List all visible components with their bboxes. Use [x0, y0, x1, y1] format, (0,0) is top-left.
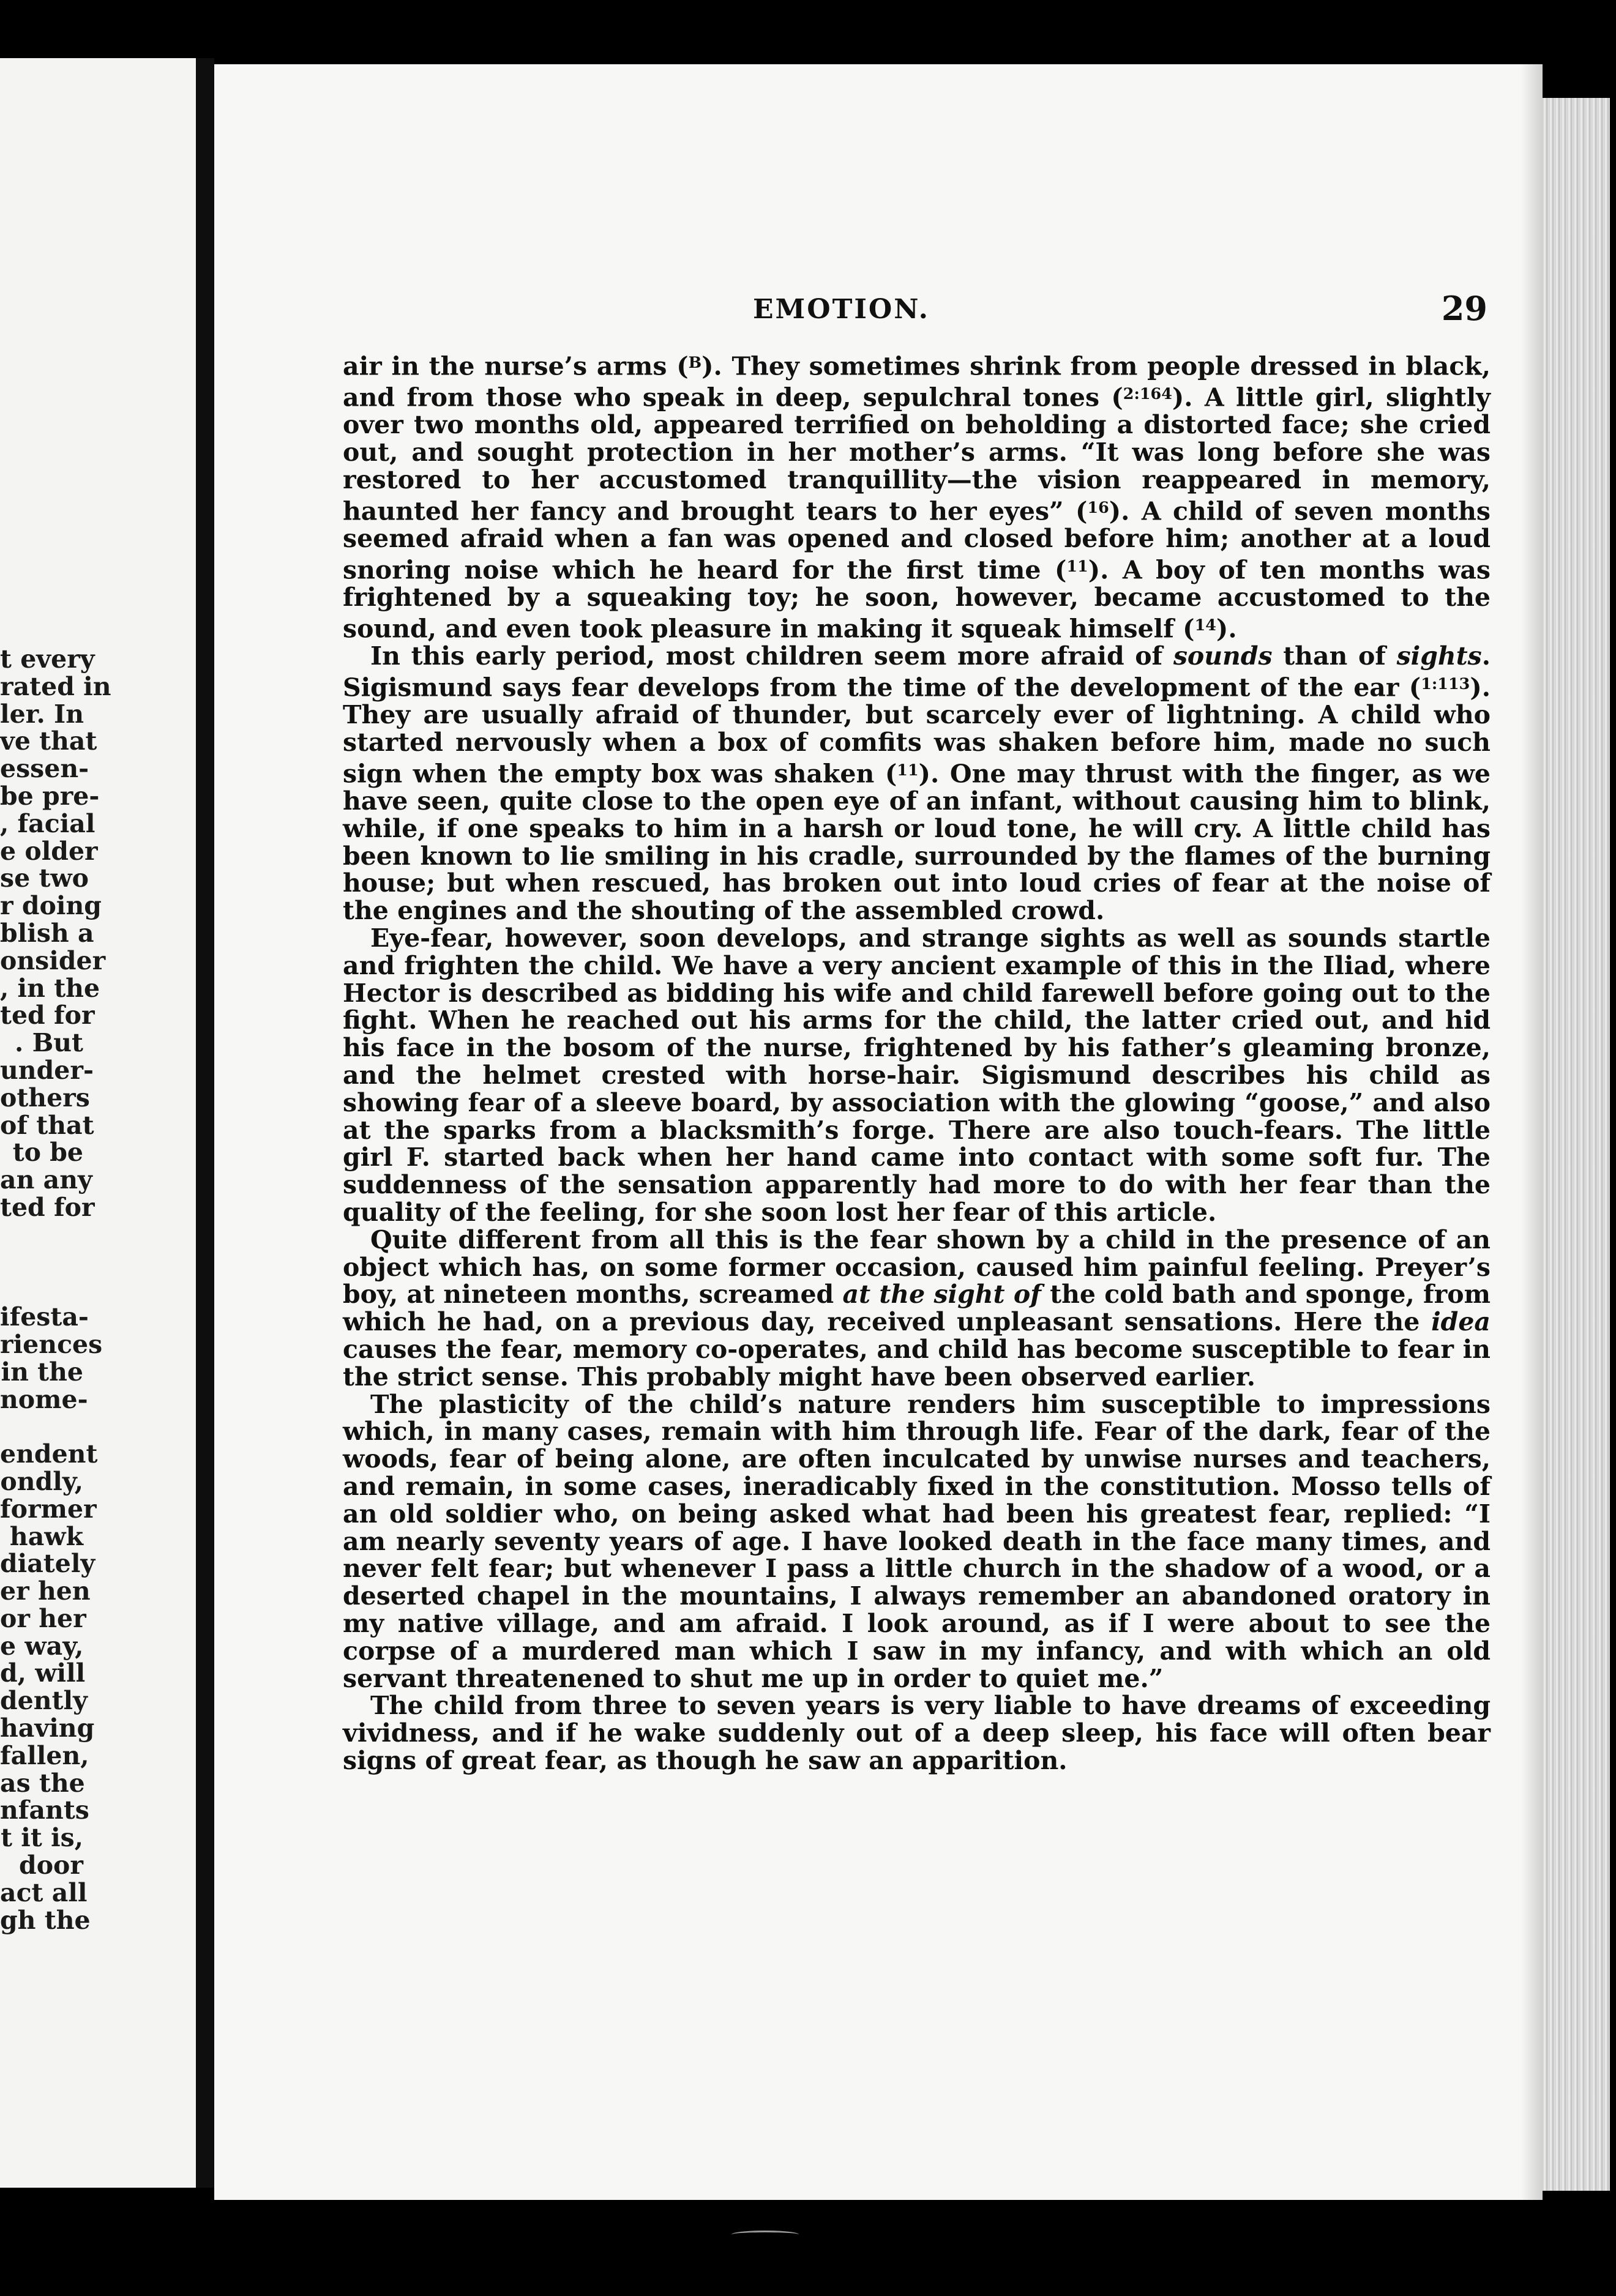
left-facing-page — [0, 58, 196, 2188]
paragraph-6: The child from three to seven years is very liable to have dreams of exceeding vividness, and if he wake suddenly out of a deep sleep, his face will often bear signs of great fear, as though he saw an apparition. — [343, 1691, 1491, 1775]
left-page-line: or her — [0, 1603, 86, 1633]
book-gutter — [196, 58, 214, 2188]
paragraph-3: Eye-fear, however, soon develops, and strange sights as well as sounds startle and frighten the child. We have a very ancient example of this in the Iliad, where Hector is described as bidding his wife and child farewell before going out to the fight. When he reached out his arms for the child, the latter cried out, and hid his face in the bosom of the nurse, frightened by his father’s gleaming bronze, and the helmet crested with horse-hair. Sigismund describes his child as showing fear of a sleeve board, by association with the glowing “goose,” and also at the sparks from a blacksmith’s forge. There are also touch-fears. The little girl F. started back when her hand came into contact with some soft fur. The suddenness of the sensation apparently had more to do with her fear than the quality of the feeling, for she soon lost her fear of this article. — [343, 923, 1491, 1227]
left-page-line: having — [0, 1713, 95, 1743]
page-header — [753, 281, 1487, 337]
left-page-line: t every — [0, 644, 95, 674]
left-page-line: dently — [0, 1686, 88, 1716]
left-page-line: be pre- — [0, 781, 100, 811]
left-page-line: ted for — [0, 1192, 95, 1222]
left-page-line: as the — [0, 1768, 85, 1798]
left-page-line: essen- — [0, 754, 89, 784]
left-page-line: nome- — [0, 1384, 88, 1414]
left-page-line: others — [0, 1083, 90, 1113]
footnote-ref: B — [688, 353, 702, 371]
left-page-line: ifesta- — [0, 1302, 89, 1332]
left-page-line: er hen — [0, 1576, 91, 1606]
left-page-line: fallen, — [0, 1740, 89, 1770]
left-page-line: rated in — [0, 671, 111, 701]
left-page-line: , in the — [0, 973, 100, 1003]
left-page-line: ted for — [0, 1001, 95, 1031]
footnote-ref: 16 — [1087, 498, 1109, 516]
left-page-line: under- — [0, 1055, 94, 1085]
paragraph-5: The plasticity of the child’s nature renders him susceptible to impressions which, in many cases, remain with him through life. Fear of the dark, fear of the woods, fear of being alone, are often inculcated by unwise nurses and teachers, and remain, in some cases, ineradicably fixed in the constitution. Mosso tells of an old soldier who, on being asked what had been his greatest fear, replied: “I am nearly seventy years of age. I have looked death in the face many times, and never felt fear; but whenever I pass a little church in the shadow of a wood, or a deserted chapel in the mountains, I always remember an abandoned oratory in my native village, and am afraid. I look around, as if I were about to see the corpse of a murdered man which I saw in my infancy, and with which an old servant threatenened to shut me up in order to quiet me.” — [343, 1389, 1491, 1693]
left-page-line — [0, 1221, 83, 1249]
paragraph-2: In this early period, most children seem more afraid of sounds than of sights. Sigismund says fear develops from the time of the development of the ear ($^{1:113}$). They are usually afraid of thunder, but scarcely ever of lightning. A child who started nervously when a box of comfits was shaken before him, made no such sign when the empty box was shaken ($^{11}$). One may thrust with the finger, as we have seen, quite close to the open eye of an infant, without causing him to blink, while, if one speaks to him in a harsh or loud tone, he will cry. A little child has been known to lie smiling in his cradle, surrounded by the flames of the burning house; but when rescued, has broken out into loud cries of fear at the noise of the engines and the shouting of the assembled crowd. — [343, 641, 1491, 926]
left-page-line: of that — [0, 1110, 94, 1140]
left-page-line: e way, — [0, 1631, 84, 1661]
left-page-line — [0, 1413, 83, 1441]
left-page-line: t it is, — [1, 1823, 83, 1853]
page-number: 29 — [1441, 289, 1487, 328]
right-page — [214, 64, 1543, 2200]
book-page-edges — [1543, 98, 1610, 2191]
left-page-line: blish a — [0, 918, 94, 948]
page-edge-shadow — [1521, 64, 1546, 2200]
footnote-ref: 11 — [1066, 556, 1088, 575]
left-page-line: door — [19, 1851, 83, 1880]
left-page-line — [0, 1249, 83, 1277]
left-page-line: se two — [0, 863, 89, 893]
left-page-line: in the — [1, 1357, 83, 1387]
left-page-line: to be — [12, 1138, 83, 1168]
left-page-line: an any — [0, 1165, 92, 1195]
footnote-ref: 11 — [897, 760, 919, 779]
paper-scuff-mark — [731, 2231, 799, 2238]
left-page-line: gh the — [0, 1905, 91, 1935]
paragraph-1: air in the nurse’s arms ($^B$). They sometimes shrink from people dressed in black, and from those who speak in deep, sepulchral tones ($^{2:164}$). A little girl, slightly over two months old, appeared terrified on beholding a distorted face; she cried out, and sought protection in her mother’s arms. “It was long before she was restored to her accustomed tranquillity—the vision reappeared in memory, haunted her fancy and brought tears to her eyes” ($^{16}$). A child of seven months seemed afraid when a fan was opened and closed before him; another at a loud snoring noise which he heard for the first time ($^{11}$). A boy of ten months was frightened by a squeaking toy; he soon, however, became accustomed to the sound, and even took pleasure in making it squeak himself ($^{14}$). — [343, 351, 1491, 644]
left-page-line: . But — [15, 1028, 83, 1058]
footnote-ref: 2:164 — [1123, 384, 1172, 403]
paragraph-4: Quite different from all this is the fear shown by a child in the presence of an object which has, on some former occasion, caused him painful feeling. Preyer’s boy, at nineteen months, screamed at the sight of the cold bath and sponge, from which he had, on a previous day, received unpleasant sensations. Here the idea causes the fear, memory co-operates, and child has become susceptible to fear in the strict sense. This probably might have been observed earlier. — [343, 1224, 1491, 1392]
left-page-line: ler. In — [0, 699, 84, 729]
left-page-line: riences — [0, 1329, 103, 1359]
left-page-line: hawk — [9, 1521, 83, 1551]
body-text — [343, 349, 1491, 1775]
left-page-line: ondly, — [0, 1466, 83, 1496]
left-page-line: diately — [0, 1549, 95, 1579]
footnote-ref: 14 — [1194, 615, 1216, 634]
left-page-line: nfants — [0, 1795, 89, 1825]
left-page-line: endent — [0, 1439, 98, 1469]
left-page-line: onsider — [0, 945, 106, 975]
left-page-line: e older — [0, 836, 98, 866]
left-page-line: r doing — [0, 891, 102, 921]
left-page-line: act all — [0, 1877, 88, 1907]
running-head: EMOTION. — [753, 294, 930, 325]
left-page-line — [0, 1276, 83, 1303]
left-page-line: d, will — [0, 1658, 86, 1688]
left-page-line: , facial — [0, 808, 95, 838]
left-page-text-fragments — [0, 644, 111, 1935]
left-page-line: ve that — [0, 726, 97, 756]
left-page-line: former — [0, 1494, 97, 1524]
footnote-ref: 1:113 — [1421, 674, 1470, 693]
